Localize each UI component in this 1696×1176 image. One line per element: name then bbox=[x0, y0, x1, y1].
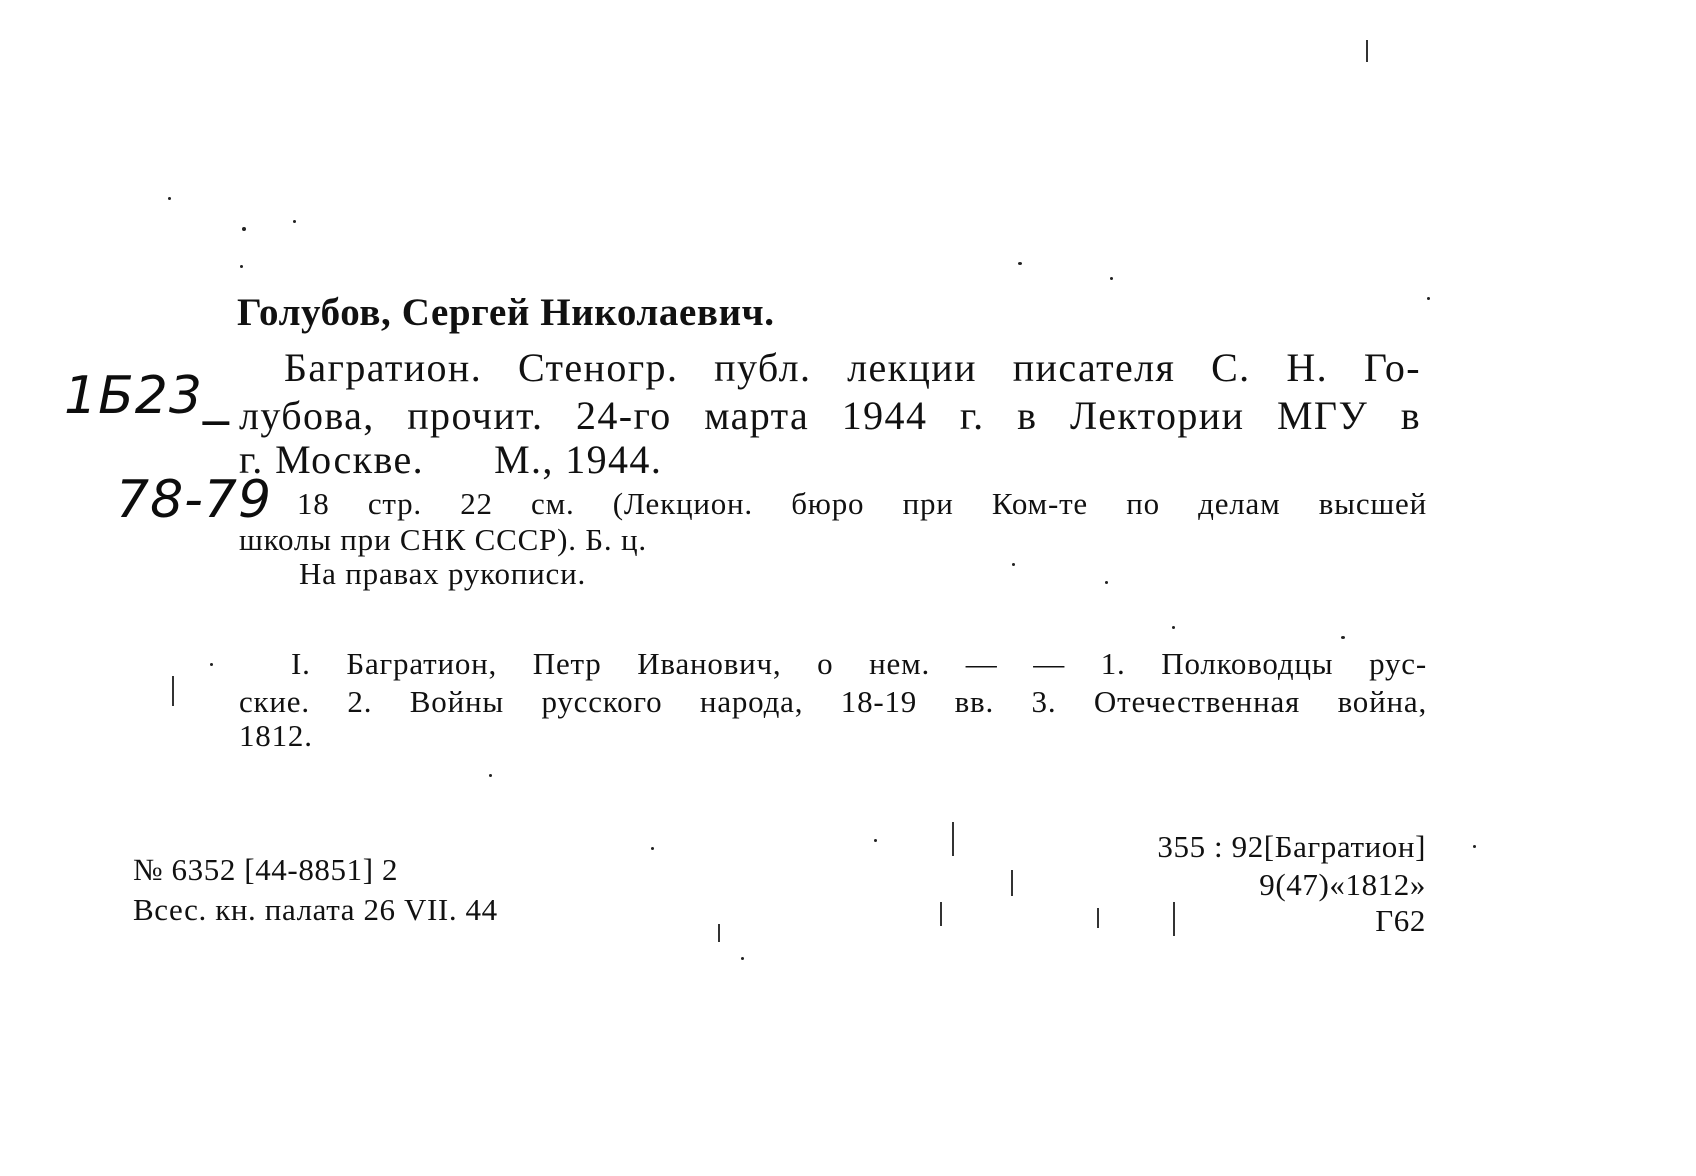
scan-speck bbox=[874, 839, 877, 842]
classification-code: 355 : 92[Багратион] bbox=[1157, 829, 1426, 864]
scan-speck bbox=[1172, 626, 1175, 629]
title-line-3-text: г. Москве. bbox=[239, 437, 425, 482]
scan-mark bbox=[1097, 908, 1099, 928]
subject-line-3: 1812. bbox=[239, 718, 313, 753]
scan-speck bbox=[1341, 636, 1345, 639]
scan-mark bbox=[718, 924, 720, 942]
scan-speck bbox=[651, 847, 654, 850]
scan-speck bbox=[240, 265, 243, 268]
scan-mark bbox=[952, 822, 954, 856]
scan-speck bbox=[1018, 262, 1022, 265]
scan-speck bbox=[1473, 845, 1476, 848]
footer-chamber-date: Всес. кн. палата 26 VII. 44 bbox=[133, 892, 498, 927]
title-line-1: Багратион. Стеногр. публ. лекции писателя С. Н. Го- bbox=[284, 345, 1421, 390]
scan-speck bbox=[1427, 297, 1430, 300]
scan-speck bbox=[1012, 563, 1015, 566]
description-line-3: На правах рукописи. bbox=[299, 556, 587, 591]
title-line-3 bbox=[239, 436, 662, 483]
scan-speck bbox=[168, 197, 171, 200]
scan-speck bbox=[1105, 581, 1108, 584]
description-line-1: 18 стр. 22 см. (Лекцион. бюро при Ком-те по делам высшей bbox=[297, 486, 1427, 521]
title-line-2: лубова, прочит. 24-го марта 1944 г. в Лектории МГУ в bbox=[239, 393, 1421, 438]
subject-line-2: ские. 2. Войны русского народа, 18-19 вв. 3. Отечественная война, bbox=[239, 684, 1427, 719]
scan-speck bbox=[1110, 277, 1113, 280]
scan-mark bbox=[172, 676, 174, 706]
footer-registration-number: № 6352 [44-8851] 2 bbox=[133, 852, 399, 887]
scan-mark bbox=[1366, 40, 1368, 62]
scan-mark bbox=[1011, 870, 1013, 896]
subject-line-1: I. Багратион, Петр Иванович, о нем. — — 1. Полководцы рус- bbox=[291, 646, 1427, 681]
author-mark: Г62 bbox=[1375, 903, 1426, 938]
scan-mark bbox=[1173, 902, 1175, 936]
scan-mark bbox=[940, 902, 942, 926]
author-heading: Голубов, Сергей Николаевич. bbox=[237, 291, 775, 334]
scan-speck bbox=[489, 774, 492, 777]
description-line-2: школы при СНК СССР). Б. ц. bbox=[239, 522, 647, 557]
handwritten-pages: 78-79 bbox=[116, 470, 273, 530]
scan-speck bbox=[242, 227, 246, 231]
scan-speck bbox=[210, 663, 213, 666]
imprint: М., 1944. bbox=[494, 437, 663, 482]
scan-speck bbox=[293, 220, 296, 223]
handwritten-call-number: 1Б23_ bbox=[64, 366, 230, 426]
classification-code-2: 9(47)«1812» bbox=[1259, 867, 1426, 902]
scan-speck bbox=[741, 957, 744, 960]
